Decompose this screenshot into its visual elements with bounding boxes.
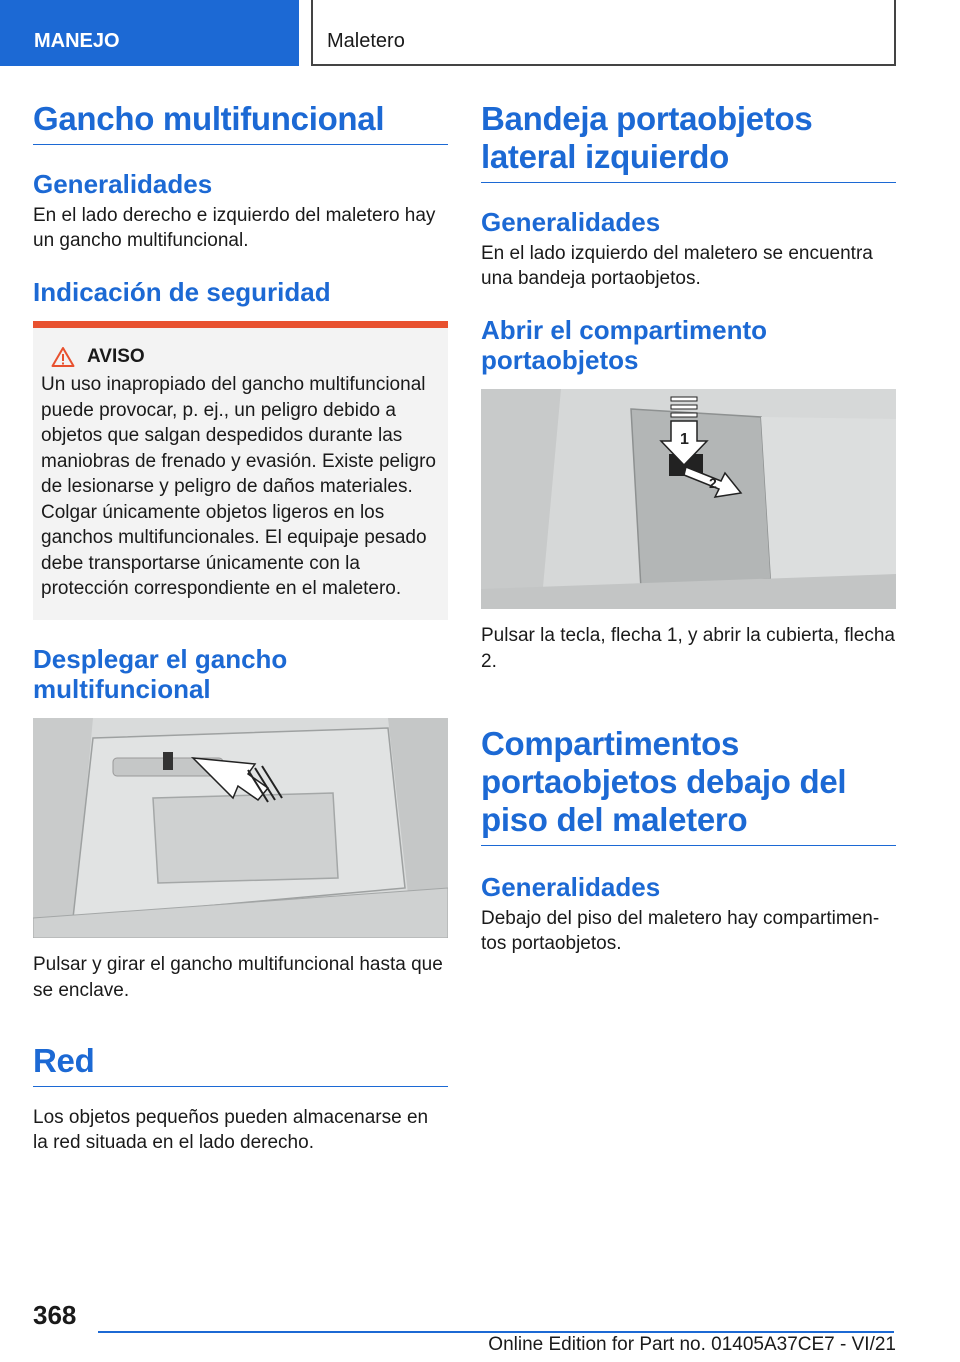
- open-compartment-heading: Abrir el compartimento portaobjetos: [481, 315, 768, 375]
- general-text: En el lado derecho e izquierdo del maletero hay un gancho multifuncional.: [33, 205, 436, 251]
- multifunction-hook-title: Gancho multifuncional: [33, 100, 448, 145]
- warning-box: [33, 321, 448, 620]
- deploy-caption: Pulsar y girar el gancho multifuncional hasta que se enclave.: [33, 953, 443, 1001]
- page-number: 368: [33, 1300, 77, 1330]
- general-heading-right: Generalidades: [481, 207, 661, 237]
- warning-header: [41, 346, 440, 368]
- warning-text: Un uso inapropiado del gancho multifuncional puede provocar, p. ej., un peligro debido a objetos que salgan despedidos durante las maniobras de frenado y evasión. Existe peligro de lesionarse y peligro de daños materiales. Colgar únicamente objetos ligeros en los ganchos multifuncionales. El equipaje pesado debe transportarse únicamente con la protección correspondiente en el maletero.: [41, 374, 437, 599]
- warning-triangle-icon: [51, 346, 75, 368]
- left-column: [33, 100, 448, 1155]
- hook-illustration: [33, 718, 448, 938]
- page-header: [0, 0, 960, 66]
- under-general-heading: Generalidades: [481, 872, 661, 902]
- under-floor-title: Compartimentos portaobjetos debajo del piso del maletero: [481, 725, 896, 846]
- warning-label: AVISO: [87, 346, 145, 367]
- net-title: Red: [33, 1042, 448, 1087]
- edition-text: Online Edition for Part no. 01405A37CE7 - VI/21: [488, 1334, 896, 1355]
- footer-divider: [98, 1331, 894, 1333]
- safety-heading: Indicación de seguridad: [33, 277, 331, 307]
- topic-label: Maletero: [311, 0, 896, 66]
- deploy-heading: Desplegar el gancho multifuncional: [33, 643, 288, 704]
- section-label: MANEJO: [0, 0, 299, 66]
- general-heading: Generalidades: [33, 169, 213, 199]
- under-general-text: Debajo del piso del maletero hay compartimentos portaobjetos.: [481, 908, 880, 954]
- compartment-illustration: [481, 389, 896, 609]
- right-column: [481, 100, 896, 956]
- general-text-right: En el lado izquierdo del maletero se encuentra una bandeja portaobjetos.: [481, 243, 873, 289]
- arrow-2-label: 2: [709, 475, 717, 491]
- side-tray-title: Bandeja portaobjetos lateral izquierdo: [481, 100, 896, 183]
- arrow-1-label: 1: [680, 431, 689, 448]
- net-text: Los objetos pequeños pueden almacenarse en la red situada en el lado derecho.: [33, 1106, 429, 1153]
- open-caption: Pulsar la tecla, flecha 1, y abrir la cubierta, flecha 2.: [481, 625, 895, 672]
